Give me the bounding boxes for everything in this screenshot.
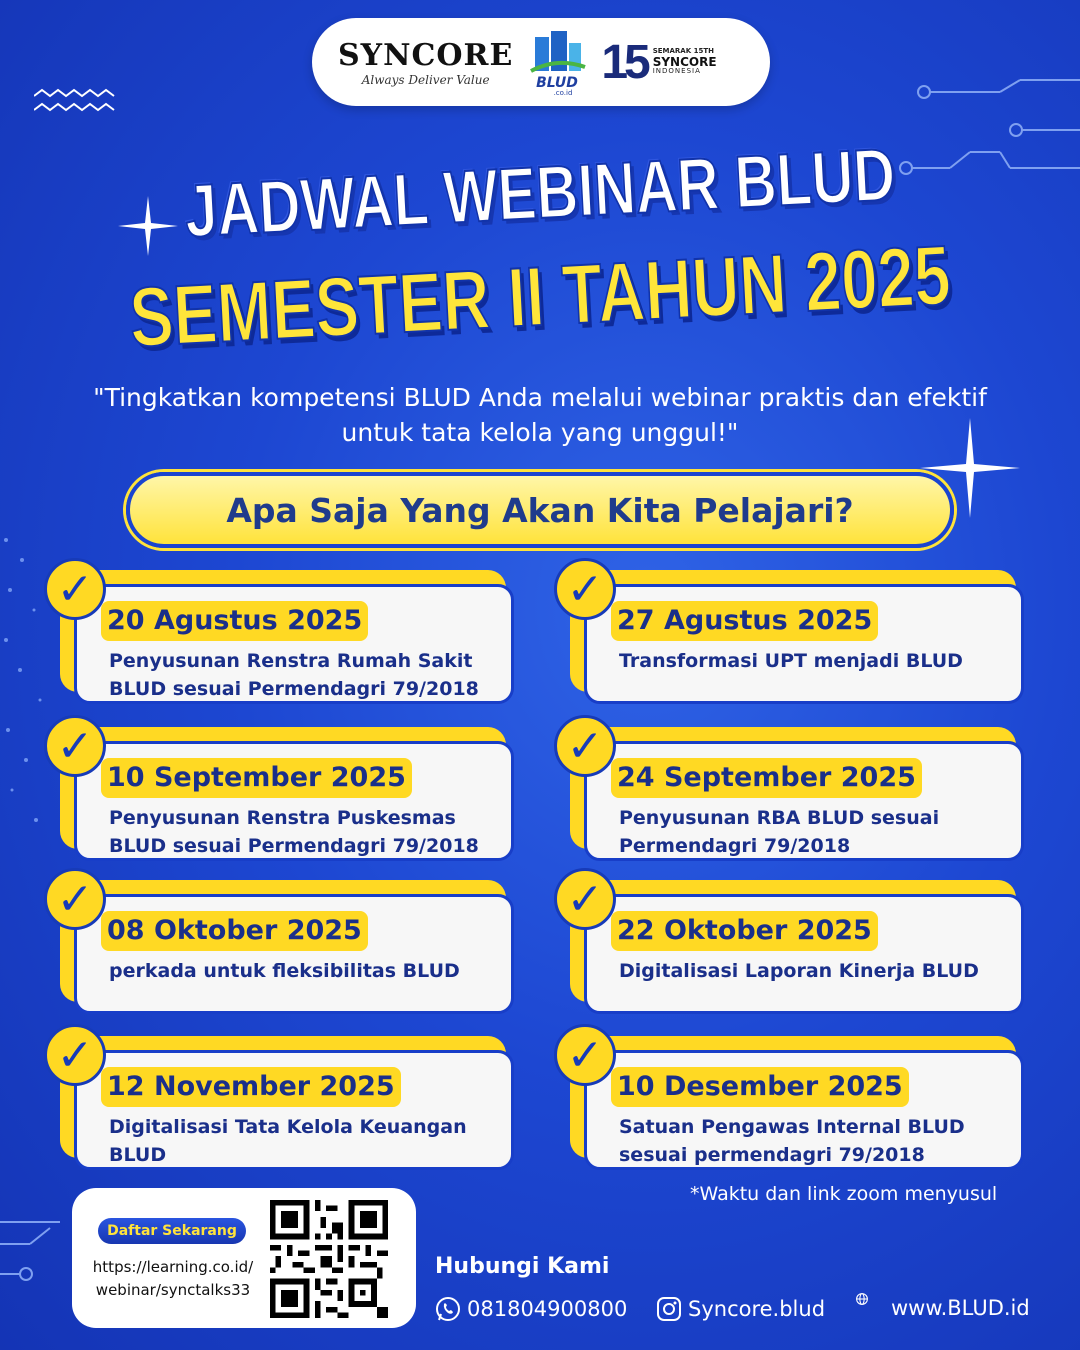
session-topic: Transformasi UPT menjadi BLUD <box>619 650 963 672</box>
website-url: www.BLUD.id <box>891 1296 1030 1320</box>
question-banner: Apa Saja Yang Akan Kita Pelajari? <box>126 472 954 548</box>
instagram-handle: Syncore.blud <box>688 1297 826 1321</box>
session-card-body <box>584 741 1024 861</box>
anniversary-label: SEMARAK 15TH <box>652 47 714 56</box>
phone-number: 081804900800 <box>467 1297 628 1321</box>
session-card-body <box>74 1050 514 1170</box>
session-card <box>52 866 522 1002</box>
contact-instagram[interactable] <box>656 1296 825 1322</box>
brand-name: SYNCORE <box>338 37 514 73</box>
contact-title: Hubungi Kami <box>435 1254 610 1279</box>
session-card <box>562 1022 1032 1166</box>
session-card-body <box>584 1050 1024 1170</box>
brand-tagline: Always Deliver Value <box>361 72 490 87</box>
session-topic: Satuan Pengawas Internal BLUD sesuai permendagri 79/2018 <box>619 1116 965 1166</box>
contact-phone[interactable] <box>435 1296 627 1322</box>
registration-box <box>72 1188 416 1328</box>
session-topic: perkada untuk fleksibilitas BLUD <box>109 960 460 982</box>
sub-title: SEMESTER II TAHUN 2025 <box>127 227 953 365</box>
syncore-logo <box>338 38 513 87</box>
contact-website[interactable] <box>855 1296 1030 1320</box>
circuit-decoration-bottom <box>0 1200 80 1290</box>
blud-logo-text: BLUD <box>536 75 579 91</box>
checkmark-icon: ✓ <box>554 558 616 620</box>
session-date: 20 Agustus 2025 <box>101 601 368 641</box>
register-url-line1: https://learning.co.id/ <box>92 1258 254 1276</box>
session-card <box>52 1022 522 1166</box>
session-card-body <box>584 894 1024 1014</box>
session-card <box>52 713 522 857</box>
checkmark-icon: ✓ <box>44 1024 106 1086</box>
checkmark-icon: ✓ <box>44 558 106 620</box>
anniversary-brand: SYNCORE <box>652 54 717 69</box>
session-card-body <box>74 894 514 1014</box>
session-topic: Penyusunan Renstra Puskesmas BLUD sesuai Permendagri 79/2018 <box>109 807 479 857</box>
schedule-note: *Waktu dan link zoom menyusul <box>690 1183 998 1205</box>
session-date: 22 Oktober 2025 <box>611 911 878 951</box>
blud-logo-sub: .co.id <box>553 89 573 97</box>
checkmark-icon: ✓ <box>554 1024 616 1086</box>
session-card-body <box>584 584 1024 704</box>
session-topic: Penyusunan RBA BLUD sesuai Permendagri 79/2018 <box>619 807 940 857</box>
session-date: 10 September 2025 <box>101 758 412 798</box>
checkmark-icon: ✓ <box>554 868 616 930</box>
anniversary-country: INDONESIA <box>652 67 701 76</box>
blud-logo-icon <box>527 27 587 97</box>
session-card <box>562 713 1032 857</box>
session-card <box>562 866 1032 1002</box>
session-date: 12 November 2025 <box>101 1067 401 1107</box>
zigzag-decoration <box>34 88 118 116</box>
session-topic: Penyusunan Renstra Rumah Sakit BLUD sesuai Permendagri 79/2018 <box>109 650 479 700</box>
session-topic: Digitalisasi Laporan Kinerja BLUD <box>619 960 979 982</box>
session-card-body <box>74 584 514 704</box>
session-card <box>52 556 522 700</box>
session-date: 10 Desember 2025 <box>611 1067 909 1107</box>
tagline: "Tingkatkan kompetensi BLUD Anda melalui webinar praktis dan efektif untuk tata kelola yang unggul!" <box>93 383 987 447</box>
register-url-line2: webinar/synctalks33 <box>95 1281 251 1299</box>
session-date: 08 Oktober 2025 <box>101 911 368 951</box>
checkmark-icon: ✓ <box>44 868 106 930</box>
session-card <box>562 556 1032 692</box>
instagram-icon <box>656 1296 682 1322</box>
anniversary-number: 15 <box>601 35 647 89</box>
register-url[interactable] <box>88 1256 258 1302</box>
session-date: 24 September 2025 <box>611 758 922 798</box>
session-date: 27 Agustus 2025 <box>611 601 878 641</box>
session-card-body <box>74 741 514 861</box>
checkmark-icon: ✓ <box>44 715 106 777</box>
main-title: JADWAL WEBINAR BLUD <box>182 132 898 253</box>
anniversary-logo <box>601 35 716 90</box>
session-topic: Digitalisasi Tata Kelola Keuangan BLUD <box>109 1116 467 1166</box>
whatsapp-icon <box>435 1296 461 1322</box>
checkmark-icon: ✓ <box>554 715 616 777</box>
globe-icon <box>855 1292 869 1306</box>
register-button[interactable]: Daftar Sekarang <box>98 1218 246 1244</box>
qr-code-icon[interactable] <box>270 1200 388 1318</box>
logo-banner <box>312 18 770 106</box>
